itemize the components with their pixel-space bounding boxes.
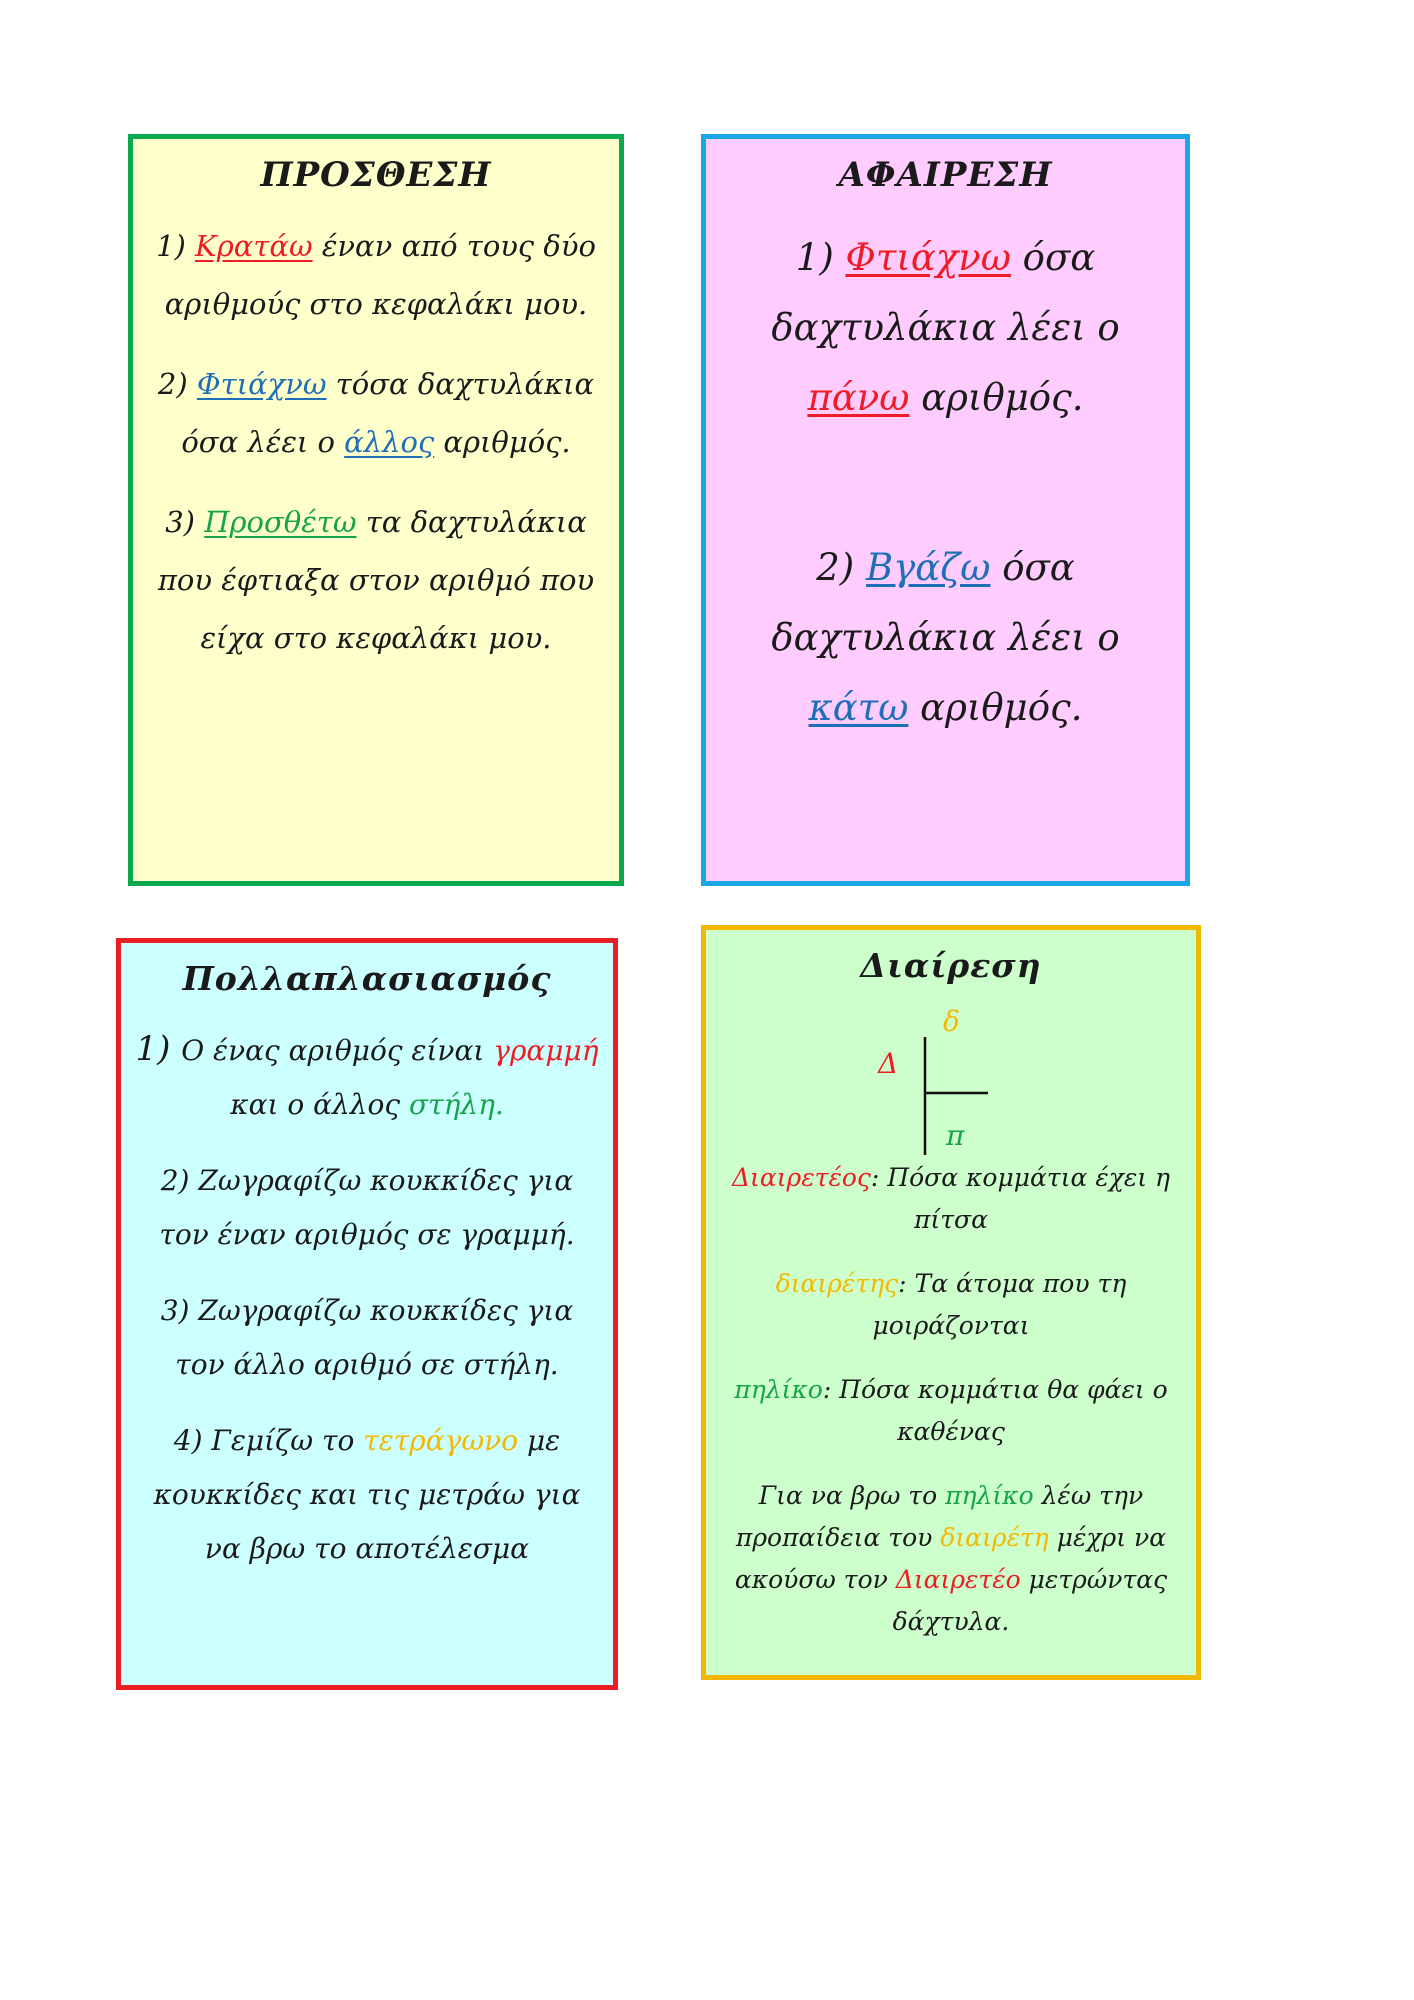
- division-def-quotient: πηλίκο: Πόσα κομμάτια θα φάει ο καθένας: [734, 1375, 1168, 1446]
- addition-step-3: 3) Προσθέτω τα δαχτυλάκια που έφτιαξα στον αριθμό που είχα στο κεφαλάκι μου.: [157, 505, 595, 655]
- subtraction-card: [701, 134, 1190, 886]
- division-title: Διαίρεση: [860, 946, 1042, 985]
- subtraction-step-2: 2) Βγάζω όσα δαχτυλάκια λέει ο κάτω αριθμός.: [771, 546, 1120, 729]
- quotient-symbol: π: [946, 1119, 965, 1152]
- multiplication-title: Πολλαπλασιασμός: [182, 959, 552, 998]
- addition-card: [128, 134, 624, 886]
- multiplication-step-3: 3) Ζωγραφίζω κουκκίδες για τον άλλο αριθμό σε στήλη.: [160, 1294, 574, 1381]
- subtraction-title: ΑΦΑΙΡΕΣΗ: [838, 155, 1053, 195]
- keyword-row: γραμμή: [493, 1034, 599, 1067]
- keyword-top: πάνω: [807, 376, 910, 419]
- division-diagram: [706, 985, 1196, 1165]
- multiplication-step-1: 1) Ο ένας αριθμός είναι γραμμή και ο άλλος στήλη.: [135, 1029, 599, 1121]
- keyword-square: τετράγωνο: [363, 1424, 519, 1457]
- dividend-symbol: Δ: [878, 1047, 899, 1080]
- division-def-dividend: Διαιρετέος: Πόσα κομμάτια έχει η πίτσα: [731, 1163, 1171, 1234]
- keyword-bottom: κάτω: [808, 686, 909, 729]
- multiplication-card: [116, 938, 618, 1690]
- division-card: [701, 925, 1201, 1680]
- keyword-remove: Βγάζω: [865, 546, 991, 589]
- addition-title: ΠΡΟΣΘΕΣΗ: [260, 155, 492, 195]
- addition-step-2: 2) Φτιάχνω τόσα δαχτυλάκια όσα λέει ο άλλος αριθμός.: [157, 367, 595, 459]
- multiplication-step-2: 2) Ζωγραφίζω κουκκίδες για τον έναν αριθμός σε γραμμή.: [159, 1164, 575, 1251]
- subtraction-step-1: 1) Φτιάχνω όσα δαχτυλάκια λέει ο πάνω αριθμός.: [771, 236, 1120, 419]
- addition-step-1: 1) Κρατάω έναν από τους δύο αριθμούς στο κεφαλάκι μου.: [156, 229, 596, 321]
- keyword-make: Φτιάχνω: [845, 236, 1011, 279]
- division-def-divisor: διαιρέτης: Τα άτομα που τη μοιράζονται: [775, 1269, 1127, 1340]
- divisor-symbol: δ: [943, 1005, 960, 1038]
- keyword-column: στήλη.: [408, 1088, 504, 1121]
- keyword-add: Προσθέτω: [204, 505, 357, 539]
- multiplication-step-4: 4) Γεμίζω το τετράγωνο με κουκκίδες και τις μετράω για να βρω το αποτέλεσμα: [153, 1424, 581, 1565]
- keyword-other: άλλος: [344, 425, 435, 459]
- keyword-keep: Κρατάω: [195, 229, 313, 263]
- keyword-make: Φτιάχνω: [196, 367, 327, 401]
- division-rule: Για να βρω το πηλίκο λέω την προπαίδεια του διαιρέτη μέχρι να ακούσω τον Διαιρετέο μετρώντας δάχτυλα.: [734, 1481, 1168, 1636]
